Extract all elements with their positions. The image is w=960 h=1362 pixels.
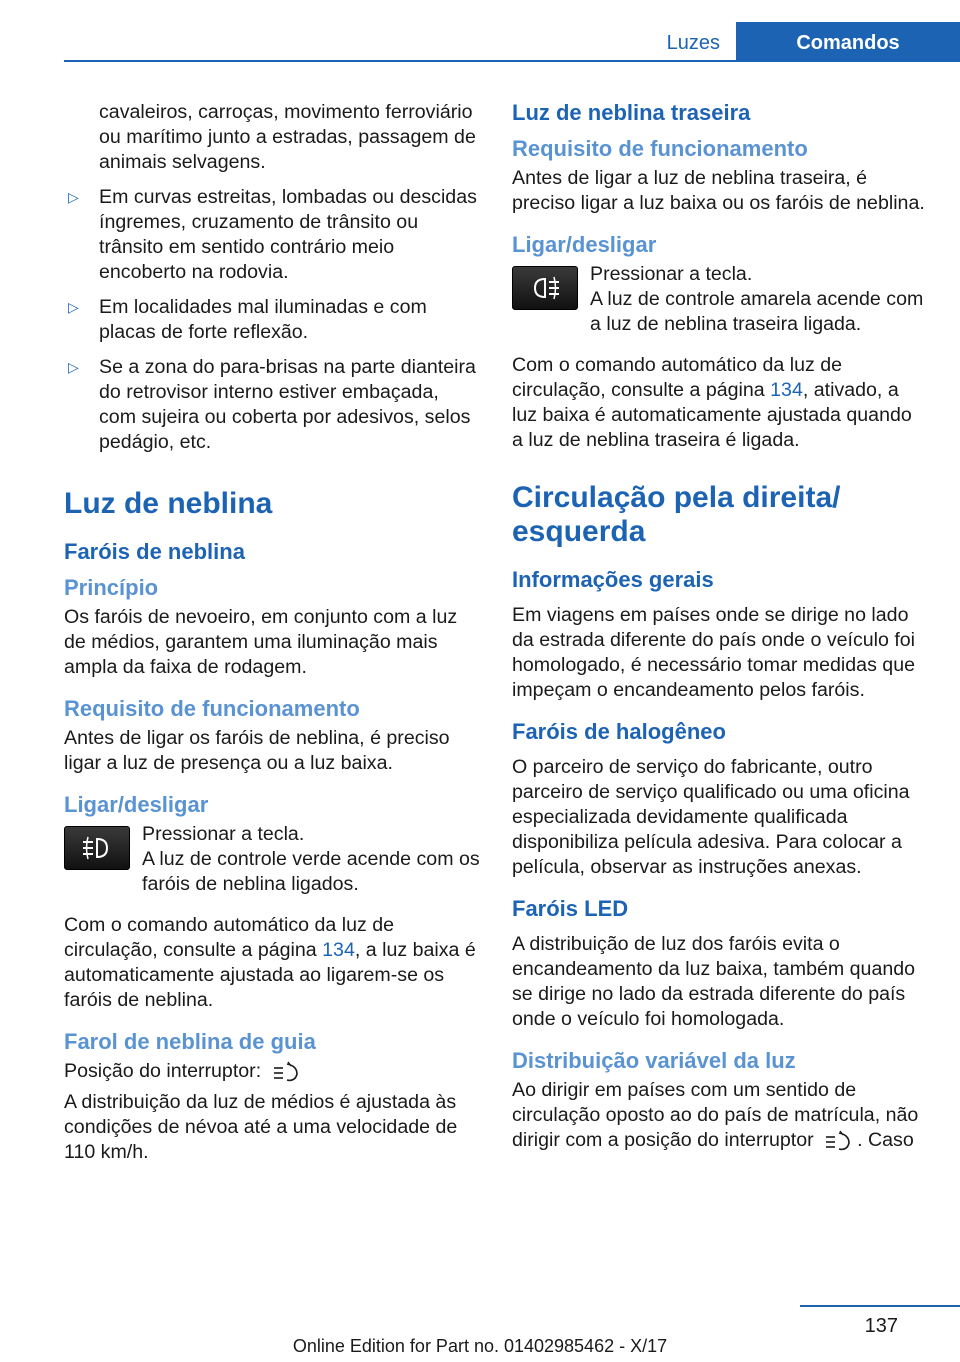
heading-farol-de-guia: Farol de neblina de guia	[64, 1029, 316, 1054]
triangle-right-icon: ▷	[68, 299, 79, 315]
paragraph-auto: Com o comando automático da luz de circulação, consulte a página 134, a luz baixa é automaticamente ajustada ao ligarem-se os faróis de neblina.	[64, 914, 476, 1011]
section-heading-luz-de-neblina: Luz de neblina	[64, 487, 273, 520]
paragraph-requisito-traseira: Antes de ligar a luz de neblina traseira, é preciso ligar a luz baixa ou os faróis de neblina.	[512, 167, 925, 214]
front-fog-light-button[interactable]	[64, 826, 130, 870]
page-number: 137	[864, 1315, 898, 1337]
guide-fog-light-icon	[271, 1060, 301, 1084]
heading-ligar-desligar-traseira: Ligar/desligar	[512, 232, 657, 257]
paragraph-requisito: Antes de ligar os faróis de neblina, é preciso ligar a luz de presença ou a luz baixa.	[64, 727, 450, 774]
heading-ligar-desligar: Ligar/desligar	[64, 792, 209, 817]
subheading-farois-de-neblina: Faróis de neblina	[64, 539, 245, 564]
paragraph-principio: Os faróis de nevoeiro, em conjunto com a luz de médios, garantem uma iluminação mais ampla da faixa de rodagem.	[64, 606, 458, 678]
heading-principio: Princípio	[64, 575, 159, 600]
paragraph-ligar-traseira-1: Pressionar a tecla.	[590, 263, 753, 285]
paragraph-ligar-traseira-2: A luz de controle amarela acende com a luz de neblina traseira ligada.	[590, 288, 924, 335]
bullet-list	[64, 100, 480, 455]
page-link[interactable]: 134	[770, 379, 803, 401]
list-item: ▷ Se a zona do para-brisas na parte dianteira do retrovisor interno estiver embaçada, com sujeira ou coberta por adesivos, selos pedágio, etc.	[68, 356, 476, 453]
page-link[interactable]: 134	[322, 939, 355, 961]
section-tab-comandos[interactable]: Comandos	[736, 22, 960, 62]
rear-fog-light-button[interactable]	[512, 266, 578, 310]
front-fog-light-icon	[77, 833, 117, 863]
heading-requisito: Requisito de funcionamento	[64, 696, 360, 721]
triangle-right-icon: ▷	[68, 359, 79, 375]
triangle-right-icon: ▷	[68, 189, 79, 205]
right-column	[512, 100, 928, 1169]
rear-fog-key-block	[512, 262, 928, 353]
page-header	[64, 22, 960, 62]
guide-fog-light-icon	[823, 1129, 853, 1153]
footer-divider	[800, 1305, 960, 1307]
paragraph-led: A distribuição de luz dos faróis evita o encandeamento da luz baixa, também quando se dirige no lado da estrada diferente do país onde o veículo foi homologada.	[512, 933, 916, 1030]
subheading-farois-halogeneo: Faróis de halogêneo	[512, 719, 726, 744]
paragraph-auto-traseira: Com o comando automático da luz de circulação, consulte a página 134, ativado, a luz baixa é automaticamente ajustada quando a luz de neblina traseira é ligada.	[512, 354, 912, 451]
footer-edition: Online Edition for Part no. 01402985462 - X/17	[292, 1336, 668, 1356]
list-item: ▷ Em curvas estreitas, lombadas ou descidas íngremes, cruzamento de trânsito ou trânsito em sentido contrário meio encoberto na rodovia.	[68, 186, 477, 283]
heading-requisito-traseira: Requisito de funcionamento	[512, 136, 808, 161]
subheading-luz-traseira: Luz de neblina traseira	[512, 100, 751, 125]
paragraph-distribuicao: A distribuição da luz de médios é ajustada às condições de névoa até a uma velocidade de 110 km/h.	[64, 1091, 458, 1163]
paragraph-halogeneo: O parceiro de serviço do fabricante, outro parceiro de serviço qualificado ou uma oficina especializada devidamente qualificada disponibiliza película adesiva. Para colocar a película, observar as instruções anexas.	[512, 756, 910, 878]
list-item: cavaleiros, carroças, movimento ferroviário ou marítimo junto a estradas, passagem de animais selvagens.	[99, 101, 476, 173]
header-divider	[64, 60, 960, 62]
section-heading-circulacao: Circulação pela direita/ esquerda	[512, 481, 841, 548]
section-tab-luzes[interactable]: Luzes	[666, 32, 720, 54]
paragraph-ligar-1: Pressionar a tecla.	[142, 823, 305, 845]
subheading-farois-led: Faróis LED	[512, 896, 629, 921]
left-column	[64, 100, 480, 1181]
heading-distribuicao-variavel: Distribuição variável da luz	[512, 1048, 796, 1073]
paragraph-posicao: Posição do interruptor:	[64, 1059, 480, 1084]
paragraph-ligar-2: A luz de controle verde acende com os faróis de neblina ligados.	[142, 848, 480, 895]
list-item: ▷ Em localidades mal iluminadas e com placas de forte reflexão.	[68, 296, 427, 343]
paragraph-distribuicao-variavel: Ao dirigir em países com um sentido de circulação oposto ao do país de matrícula, não dirigir com a posição do interruptor . Caso	[512, 1079, 919, 1151]
fog-key-block	[64, 822, 480, 913]
rear-fog-light-icon	[525, 273, 565, 303]
subheading-informacoes-gerais: Informações gerais	[512, 567, 714, 592]
paragraph-informacoes: Em viagens em países onde se dirige no lado da estrada diferente do país onde o veículo foi homologado, é necessário tomar medidas que impeçam o encandeamento pelos faróis.	[512, 604, 916, 701]
